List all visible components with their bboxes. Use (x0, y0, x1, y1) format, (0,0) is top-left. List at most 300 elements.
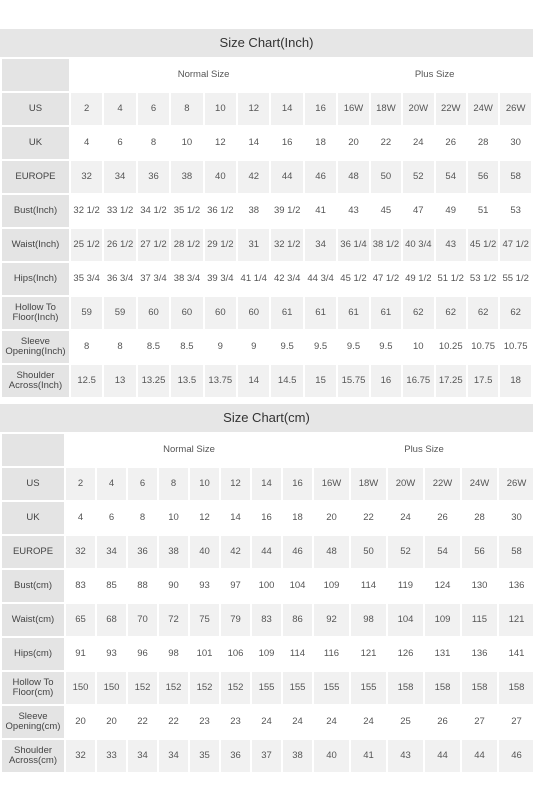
size-group-row (2, 434, 533, 466)
size-group-row (2, 59, 531, 91)
size-value-cell: 10.75 (500, 331, 531, 363)
size-value-cell: 9 (205, 331, 236, 363)
size-value-cell: 131 (425, 638, 460, 670)
size-value-cell: 70 (128, 604, 157, 636)
table-row (2, 331, 531, 363)
size-value-cell: 45 1/2 (338, 263, 368, 295)
size-value-cell: 44 3/4 (305, 263, 336, 295)
table-row (2, 706, 533, 738)
size-value-cell: 16.75 (403, 365, 433, 397)
size-value-cell: 20 (338, 127, 368, 159)
size-value-cell: 130 (462, 570, 497, 602)
row-label: Hollow To Floor(Inch) (2, 297, 69, 329)
size-value-cell: 98 (159, 638, 188, 670)
size-value-cell: 106 (221, 638, 250, 670)
size-value-cell: 54 (425, 536, 460, 568)
size-value-cell: 65 (66, 604, 95, 636)
size-value-cell: 51 1/2 (436, 263, 466, 295)
size-value-cell: 25 1/2 (71, 229, 102, 261)
size-value-cell: 24W (468, 93, 498, 125)
size-value-cell: 35 (190, 740, 219, 772)
size-value-cell: 24 (351, 706, 386, 738)
size-value-cell: 53 (500, 195, 531, 227)
size-value-cell: 124 (425, 570, 460, 602)
size-value-cell: 158 (388, 672, 423, 704)
size-value-cell: 93 (97, 638, 126, 670)
size-value-cell: 40 (205, 161, 236, 193)
size-value-cell: 121 (351, 638, 386, 670)
table-row (2, 297, 531, 329)
size-value-cell: 50 (371, 161, 401, 193)
table-row (2, 638, 533, 670)
size-value-cell: 14 (221, 502, 250, 534)
size-value-cell: 44 (252, 536, 281, 568)
size-value-cell: 141 (499, 638, 533, 670)
size-value-cell: 98 (351, 604, 386, 636)
size-value-cell: 25 (388, 706, 423, 738)
table-row (2, 229, 531, 261)
size-value-cell: 47 1/2 (500, 229, 531, 261)
table-row (2, 161, 531, 193)
table-row (2, 93, 531, 125)
row-label: Sleeve Opening(cm) (2, 706, 64, 738)
size-value-cell: 93 (190, 570, 219, 602)
size-value-cell: 115 (462, 604, 497, 636)
size-value-cell: 26 (425, 706, 460, 738)
size-value-cell: 8 (71, 331, 102, 363)
size-value-cell: 79 (221, 604, 250, 636)
size-value-cell: 4 (97, 468, 126, 500)
size-value-cell: 32 1/2 (71, 195, 102, 227)
size-value-cell: 2 (71, 93, 102, 125)
size-value-cell: 62 (468, 297, 498, 329)
row-label: UK (2, 502, 64, 534)
size-value-cell: 109 (314, 570, 349, 602)
size-value-cell: 104 (388, 604, 423, 636)
normal-size-label: Normal Size (71, 59, 336, 91)
size-value-cell: 22 (351, 502, 386, 534)
size-value-cell: 35 3/4 (71, 263, 102, 295)
size-value-cell: 23 (221, 706, 250, 738)
size-value-cell: 16 (283, 468, 312, 500)
table-row (2, 195, 531, 227)
size-value-cell: 9.5 (371, 331, 401, 363)
size-value-cell: 22 (371, 127, 401, 159)
size-value-cell: 50 (351, 536, 386, 568)
size-value-cell: 44 (271, 161, 302, 193)
row-label: Shoulder Across(Inch) (2, 365, 69, 397)
size-chart-inch-title: Size Chart(Inch) (0, 29, 533, 57)
size-value-cell: 6 (97, 502, 126, 534)
size-value-cell: 16 (271, 127, 302, 159)
size-value-cell: 32 1/2 (271, 229, 302, 261)
size-value-cell: 18W (351, 468, 386, 500)
size-value-cell: 54 (436, 161, 466, 193)
table-row (2, 740, 533, 772)
size-value-cell: 24 (403, 127, 433, 159)
size-value-cell: 51 (468, 195, 498, 227)
size-value-cell: 18W (371, 93, 401, 125)
size-chart-cm-title: Size Chart(cm) (0, 404, 533, 432)
size-value-cell: 52 (388, 536, 423, 568)
table-row (2, 365, 531, 397)
size-value-cell: 59 (104, 297, 135, 329)
size-value-cell: 36 3/4 (104, 263, 135, 295)
size-value-cell: 36 (138, 161, 169, 193)
size-value-cell: 38 1/2 (371, 229, 401, 261)
row-label: Shoulder Across(cm) (2, 740, 64, 772)
size-value-cell: 119 (388, 570, 423, 602)
size-value-cell: 56 (462, 536, 497, 568)
size-value-cell: 24 (314, 706, 349, 738)
size-value-cell: 9 (238, 331, 269, 363)
row-label: UK (2, 127, 69, 159)
size-value-cell: 13.25 (138, 365, 169, 397)
row-label: Hips(Inch) (2, 263, 69, 295)
size-value-cell: 85 (97, 570, 126, 602)
size-value-cell: 43 (436, 229, 466, 261)
size-value-cell: 24W (462, 468, 497, 500)
size-value-cell: 34 (128, 740, 157, 772)
size-value-cell: 152 (221, 672, 250, 704)
size-value-cell: 43 (338, 195, 368, 227)
size-value-cell: 20W (403, 93, 433, 125)
size-value-cell: 27 1/2 (138, 229, 169, 261)
size-value-cell: 10 (159, 502, 188, 534)
table-row (2, 127, 531, 159)
size-value-cell: 32 (66, 536, 95, 568)
size-value-cell: 61 (371, 297, 401, 329)
size-value-cell: 36 (221, 740, 250, 772)
size-value-cell: 47 (403, 195, 433, 227)
size-value-cell: 37 3/4 (138, 263, 169, 295)
size-value-cell: 61 (338, 297, 368, 329)
size-value-cell: 62 (500, 297, 531, 329)
blank-cell (2, 434, 64, 466)
size-value-cell: 40 3/4 (403, 229, 433, 261)
size-value-cell: 97 (221, 570, 250, 602)
size-value-cell: 114 (283, 638, 312, 670)
size-value-cell: 34 (159, 740, 188, 772)
row-label: Sleeve Opening(Inch) (2, 331, 69, 363)
row-label: Waist(Inch) (2, 229, 69, 261)
size-value-cell: 136 (462, 638, 497, 670)
size-value-cell: 4 (104, 93, 135, 125)
size-value-cell: 60 (171, 297, 202, 329)
table-row (2, 468, 533, 500)
size-value-cell: 30 (499, 502, 533, 534)
size-value-cell: 33 (97, 740, 126, 772)
size-value-cell: 45 (371, 195, 401, 227)
size-value-cell: 4 (66, 502, 95, 534)
size-value-cell: 47 1/2 (371, 263, 401, 295)
size-value-cell: 60 (205, 297, 236, 329)
row-label: Waist(cm) (2, 604, 64, 636)
size-chart-inch (0, 29, 533, 399)
size-value-cell: 14.5 (271, 365, 302, 397)
size-value-cell: 48 (338, 161, 368, 193)
size-value-cell: 104 (283, 570, 312, 602)
size-value-cell: 38 3/4 (171, 263, 202, 295)
size-value-cell: 121 (499, 604, 533, 636)
size-value-cell: 116 (314, 638, 349, 670)
size-value-cell: 39 3/4 (205, 263, 236, 295)
size-value-cell: 10 (205, 93, 236, 125)
size-value-cell: 155 (283, 672, 312, 704)
size-value-cell: 41 (351, 740, 386, 772)
size-value-cell: 150 (66, 672, 95, 704)
size-value-cell: 9.5 (305, 331, 336, 363)
size-value-cell: 83 (252, 604, 281, 636)
size-value-cell: 15 (305, 365, 336, 397)
plus-size-label: Plus Size (338, 59, 531, 91)
size-value-cell: 35 1/2 (171, 195, 202, 227)
size-value-cell: 126 (388, 638, 423, 670)
row-label: US (2, 468, 64, 500)
size-value-cell: 88 (128, 570, 157, 602)
size-value-cell: 34 (104, 161, 135, 193)
size-value-cell: 46 (305, 161, 336, 193)
row-label: EUROPE (2, 161, 69, 193)
size-value-cell: 12 (190, 502, 219, 534)
size-value-cell: 33 1/2 (104, 195, 135, 227)
row-label: EUROPE (2, 536, 64, 568)
size-value-cell: 68 (97, 604, 126, 636)
table-row (2, 672, 533, 704)
size-value-cell: 14 (271, 93, 302, 125)
size-value-cell: 15.75 (338, 365, 368, 397)
size-value-cell: 13.75 (205, 365, 236, 397)
size-value-cell: 62 (436, 297, 466, 329)
size-value-cell: 44 (462, 740, 497, 772)
size-value-cell: 41 1/4 (238, 263, 269, 295)
row-label: Hollow To Floor(cm) (2, 672, 64, 704)
plus-size-label: Plus Size (314, 434, 533, 466)
size-value-cell: 92 (314, 604, 349, 636)
size-value-cell: 90 (159, 570, 188, 602)
size-value-cell: 40 (190, 536, 219, 568)
size-value-cell: 34 (97, 536, 126, 568)
size-value-cell: 27 (499, 706, 533, 738)
size-value-cell: 72 (159, 604, 188, 636)
size-value-cell: 9.5 (271, 331, 302, 363)
size-value-cell: 41 (305, 195, 336, 227)
size-value-cell: 27 (462, 706, 497, 738)
size-value-cell: 96 (128, 638, 157, 670)
size-table-inch (0, 57, 533, 399)
size-value-cell: 36 1/2 (205, 195, 236, 227)
size-value-cell: 56 (468, 161, 498, 193)
size-value-cell: 20 (314, 502, 349, 534)
size-value-cell: 16 (371, 365, 401, 397)
size-value-cell: 20 (97, 706, 126, 738)
size-value-cell: 10.25 (436, 331, 466, 363)
size-value-cell: 155 (252, 672, 281, 704)
size-value-cell: 12 (221, 468, 250, 500)
size-value-cell: 46 (283, 536, 312, 568)
size-value-cell: 22 (128, 706, 157, 738)
size-value-cell: 109 (425, 604, 460, 636)
size-value-cell: 18 (500, 365, 531, 397)
size-value-cell: 86 (283, 604, 312, 636)
size-value-cell: 34 (305, 229, 336, 261)
size-value-cell: 46 (499, 740, 533, 772)
size-value-cell: 31 (238, 229, 269, 261)
size-value-cell: 16W (338, 93, 368, 125)
size-value-cell: 38 (238, 195, 269, 227)
size-value-cell: 8.5 (171, 331, 202, 363)
size-value-cell: 42 (221, 536, 250, 568)
size-value-cell: 44 (425, 740, 460, 772)
size-value-cell: 53 1/2 (468, 263, 498, 295)
size-value-cell: 58 (500, 161, 531, 193)
size-value-cell: 10 (403, 331, 433, 363)
size-value-cell: 26 (425, 502, 460, 534)
size-value-cell: 58 (499, 536, 533, 568)
size-value-cell: 13.5 (171, 365, 202, 397)
size-value-cell: 155 (351, 672, 386, 704)
size-value-cell: 8 (159, 468, 188, 500)
size-value-cell: 114 (351, 570, 386, 602)
size-value-cell: 48 (314, 536, 349, 568)
size-value-cell: 28 1/2 (171, 229, 202, 261)
size-value-cell: 16W (314, 468, 349, 500)
size-value-cell: 28 (462, 502, 497, 534)
size-value-cell: 6 (104, 127, 135, 159)
size-value-cell: 100 (252, 570, 281, 602)
size-value-cell: 152 (128, 672, 157, 704)
size-value-cell: 101 (190, 638, 219, 670)
size-value-cell: 22W (425, 468, 460, 500)
size-value-cell: 8 (128, 502, 157, 534)
size-value-cell: 13 (104, 365, 135, 397)
size-value-cell: 42 (238, 161, 269, 193)
size-value-cell: 6 (138, 93, 169, 125)
size-value-cell: 12 (238, 93, 269, 125)
size-value-cell: 22W (436, 93, 466, 125)
size-value-cell: 4 (71, 127, 102, 159)
size-value-cell: 26W (499, 468, 533, 500)
size-value-cell: 14 (252, 468, 281, 500)
size-value-cell: 22 (159, 706, 188, 738)
size-value-cell: 152 (159, 672, 188, 704)
size-value-cell: 23 (190, 706, 219, 738)
size-table-cm (0, 432, 533, 774)
size-value-cell: 28 (468, 127, 498, 159)
size-value-cell: 24 (283, 706, 312, 738)
size-value-cell: 155 (314, 672, 349, 704)
size-value-cell: 75 (190, 604, 219, 636)
blank-cell (2, 59, 69, 91)
table-row (2, 263, 531, 295)
size-value-cell: 2 (66, 468, 95, 500)
size-value-cell: 32 (71, 161, 102, 193)
size-value-cell: 30 (500, 127, 531, 159)
size-value-cell: 26 (436, 127, 466, 159)
size-value-cell: 36 1/4 (338, 229, 368, 261)
size-value-cell: 158 (499, 672, 533, 704)
normal-size-label: Normal Size (66, 434, 312, 466)
size-value-cell: 37 (252, 740, 281, 772)
row-label: Bust(cm) (2, 570, 64, 602)
size-value-cell: 12 (205, 127, 236, 159)
size-value-cell: 18 (305, 127, 336, 159)
size-value-cell: 18 (283, 502, 312, 534)
size-value-cell: 83 (66, 570, 95, 602)
size-value-cell: 8 (138, 127, 169, 159)
size-value-cell: 109 (252, 638, 281, 670)
size-value-cell: 52 (403, 161, 433, 193)
size-value-cell: 17.5 (468, 365, 498, 397)
size-value-cell: 45 1/2 (468, 229, 498, 261)
size-value-cell: 38 (159, 536, 188, 568)
size-value-cell: 6 (128, 468, 157, 500)
size-value-cell: 136 (499, 570, 533, 602)
size-value-cell: 10.75 (468, 331, 498, 363)
row-label: Hips(cm) (2, 638, 64, 670)
size-value-cell: 43 (388, 740, 423, 772)
size-value-cell: 24 (388, 502, 423, 534)
size-value-cell: 42 3/4 (271, 263, 302, 295)
size-value-cell: 40 (314, 740, 349, 772)
size-value-cell: 12.5 (71, 365, 102, 397)
size-value-cell: 34 1/2 (138, 195, 169, 227)
size-value-cell: 24 (252, 706, 281, 738)
size-value-cell: 32 (66, 740, 95, 772)
size-value-cell: 36 (128, 536, 157, 568)
size-value-cell: 14 (238, 127, 269, 159)
size-value-cell: 150 (97, 672, 126, 704)
size-value-cell: 26W (500, 93, 531, 125)
size-value-cell: 8 (171, 93, 202, 125)
size-value-cell: 17.25 (436, 365, 466, 397)
size-value-cell: 8 (104, 331, 135, 363)
size-value-cell: 16 (305, 93, 336, 125)
size-value-cell: 14 (238, 365, 269, 397)
size-value-cell: 10 (190, 468, 219, 500)
row-label: US (2, 93, 69, 125)
size-value-cell: 20W (388, 468, 423, 500)
size-value-cell: 49 1/2 (403, 263, 433, 295)
table-row (2, 570, 533, 602)
size-value-cell: 10 (171, 127, 202, 159)
size-value-cell: 55 1/2 (500, 263, 531, 295)
size-value-cell: 62 (403, 297, 433, 329)
size-value-cell: 60 (238, 297, 269, 329)
row-label: Bust(Inch) (2, 195, 69, 227)
size-value-cell: 9.5 (338, 331, 368, 363)
size-value-cell: 60 (138, 297, 169, 329)
table-row (2, 604, 533, 636)
size-value-cell: 158 (425, 672, 460, 704)
size-value-cell: 61 (271, 297, 302, 329)
size-value-cell: 39 1/2 (271, 195, 302, 227)
table-row (2, 502, 533, 534)
table-row (2, 536, 533, 568)
size-value-cell: 29 1/2 (205, 229, 236, 261)
size-value-cell: 158 (462, 672, 497, 704)
size-value-cell: 8.5 (138, 331, 169, 363)
size-chart-cm (0, 404, 533, 774)
size-value-cell: 49 (436, 195, 466, 227)
size-value-cell: 59 (71, 297, 102, 329)
size-value-cell: 16 (252, 502, 281, 534)
size-value-cell: 152 (190, 672, 219, 704)
size-value-cell: 91 (66, 638, 95, 670)
size-value-cell: 20 (66, 706, 95, 738)
size-value-cell: 61 (305, 297, 336, 329)
size-value-cell: 38 (283, 740, 312, 772)
